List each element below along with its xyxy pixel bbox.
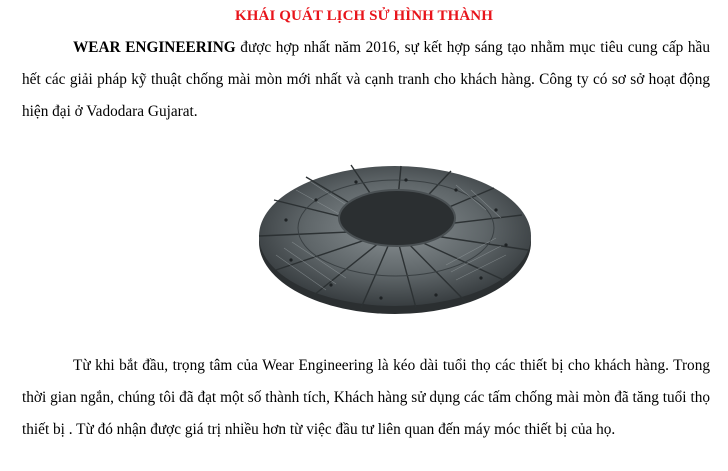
company-name: WEAR ENGINEERING [73, 39, 236, 56]
intro-text: được hợp nhất năm 2016, sự kết hợp sáng tạo nhằm mục tiêu cung cấp hầu hết các giải pháp kỹ thuật chống mài mòn mới nhất và cạnh tranh cho khách hàng. Công ty có sơ sở hoạt động hiện đại ở Vadodara Gujarat. [22, 39, 710, 120]
focus-paragraph [22, 350, 710, 446]
page-title: KHÁI QUÁT LỊCH SỬ HÌNH THÀNH [235, 8, 493, 24]
intro-paragraph [22, 32, 710, 128]
wear-plate-ring-drawing [256, 160, 534, 320]
focus-text: Từ khi bắt đầu, trọng tâm của Wear Engineering là kéo dài tuổi thọ các thiết bị cho khách hàng. Trong thời gian ngắn, chúng tôi đã đạt một số thành tích, Khách hàng sử dụng các tấm chống mài mòn đã tăng tuổi thọ thiết bị . Từ đó nhận được giá trị nhiều hơn từ việc đầu tư liên quan đến máy móc thiết bị của họ. [22, 357, 710, 438]
wear-plate-image [256, 160, 534, 320]
